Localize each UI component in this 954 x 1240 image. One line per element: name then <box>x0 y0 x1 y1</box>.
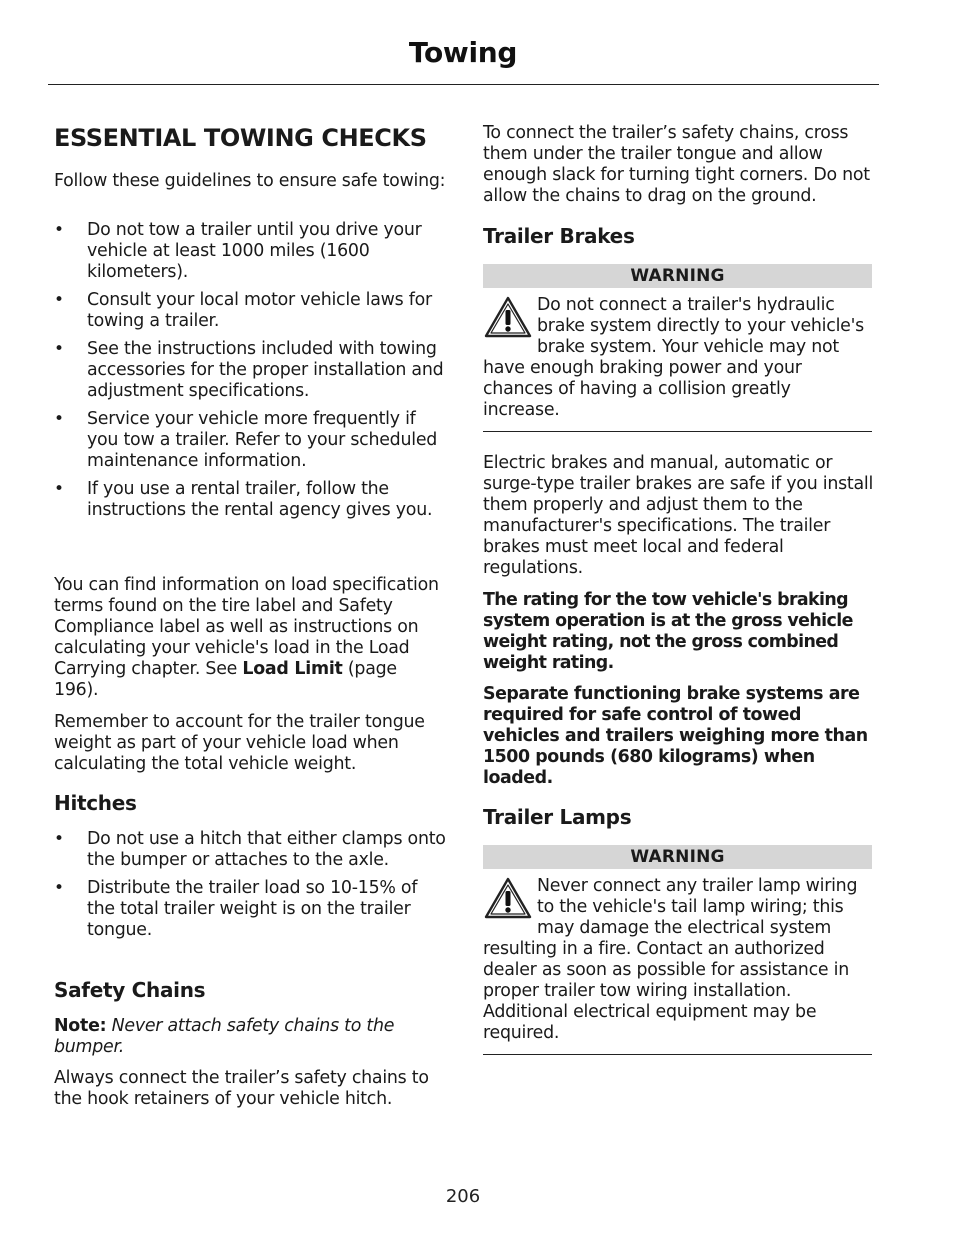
bullet-icon: • <box>54 339 64 359</box>
load-limit-link[interactable]: Load Limit <box>242 659 343 679</box>
warning-divider <box>483 431 872 432</box>
braking-rating-note: The rating for the tow vehicle's braking system operation is at the gross vehicle weight rating, not the gross combined weight rating. <box>483 590 853 673</box>
warning-triangle-icon <box>483 876 533 920</box>
safety-chains-body: Always connect the trailer’s safety chains to the hook retainers of your vehicle hitch. <box>54 1068 429 1109</box>
brakes-warning-text: Do not connect a trailer's hydraulic brake system directly to your vehicle's brake system. Your vehicle may not have enough braking power and your chances of having a collision greatly increase. <box>483 295 864 420</box>
list-item: • Do not use a hitch that either clamps onto the bumper or attaches to the axle. <box>54 829 446 870</box>
bullet-icon: • <box>54 409 64 429</box>
warning-label: WARNING <box>483 264 872 288</box>
bullet-icon: • <box>54 829 64 849</box>
page-title: Towing <box>408 36 518 69</box>
warning-divider <box>483 1054 872 1055</box>
hitches-list <box>54 829 446 941</box>
warning-body <box>483 288 872 421</box>
list-item: • Do not tow a trailer until you drive your vehicle at least 1000 miles (1600 kilometers). <box>54 220 422 282</box>
warning-triangle-icon <box>483 295 533 339</box>
bullet-icon: • <box>54 290 64 310</box>
trailer-lamps-heading: Trailer Lamps <box>483 805 632 829</box>
lamps-warning-box <box>483 845 872 1044</box>
warning-body <box>483 869 872 1044</box>
chains-continued-paragraph: To connect the trailer’s safety chains, cross them under the trailer tongue and allow enough slack for turning tight corners. Do not allow the chains to drag on the ground. <box>483 123 870 206</box>
bullet-icon: • <box>54 878 64 898</box>
safety-chains-note: Note: Never attach safety chains to the bumper. <box>54 1016 395 1057</box>
load-info-paragraph: You can find information on load specification terms found on the tire label and Safety Compliance label as well as instructions on calculating your vehicle's load in the Load Carrying chapter. See Load Limit (page 196). <box>54 575 439 700</box>
list-item: • Service your vehicle more frequently if you tow a trailer. Refer to your scheduled maintenance information. <box>54 409 438 471</box>
safety-chains-heading: Safety Chains <box>54 978 206 1002</box>
page-number: 206 <box>445 1186 481 1207</box>
tongue-weight-paragraph: Remember to account for the trailer tongue weight as part of your vehicle load when calculating the total vehicle weight. <box>54 712 425 774</box>
list-item: • Distribute the trailer load so 10-15% of the total trailer weight is on the trailer tongue. <box>54 878 418 940</box>
guidelines-list <box>54 220 446 521</box>
hitches-heading: Hitches <box>54 791 137 815</box>
warning-label: WARNING <box>483 845 872 869</box>
title-divider <box>48 84 879 85</box>
list-item: • Consult your local motor vehicle laws for towing a trailer. <box>54 290 432 331</box>
bullet-icon: • <box>54 220 64 240</box>
bullet-icon: • <box>54 479 64 499</box>
trailer-brakes-body: Electric brakes and manual, automatic or surge-type trailer brakes are safe if you install them properly and adjust them to the manufacturer's specifications. The trailer brakes must meet local and federal regulations. <box>483 453 874 578</box>
list-item: • See the instructions included with towing accessories for the proper installation and adjustment specifications. <box>54 339 444 401</box>
essential-towing-checks-heading: ESSENTIAL TOWING CHECKS <box>54 124 427 152</box>
trailer-brakes-heading: Trailer Brakes <box>483 224 635 248</box>
brakes-warning-box <box>483 264 872 421</box>
lamps-warning-text: Never connect any trailer lamp wiring to the vehicle's tail lamp wiring; this may damage the electrical system resulting in a fire. Contact an authorized dealer as soon as possible for assistance in proper trailer tow wiring installation. Additional electrical equipment may be required. <box>483 876 858 1043</box>
intro-paragraph: Follow these guidelines to ensure safe towing: <box>54 171 446 191</box>
separate-brakes-note: Separate functioning brake systems are required for safe control of towed vehicles and trailers weighing more than 1500 pounds (680 kilograms) when loaded. <box>483 684 868 788</box>
list-item: • If you use a rental trailer, follow the instructions the rental agency gives you. <box>54 479 433 520</box>
